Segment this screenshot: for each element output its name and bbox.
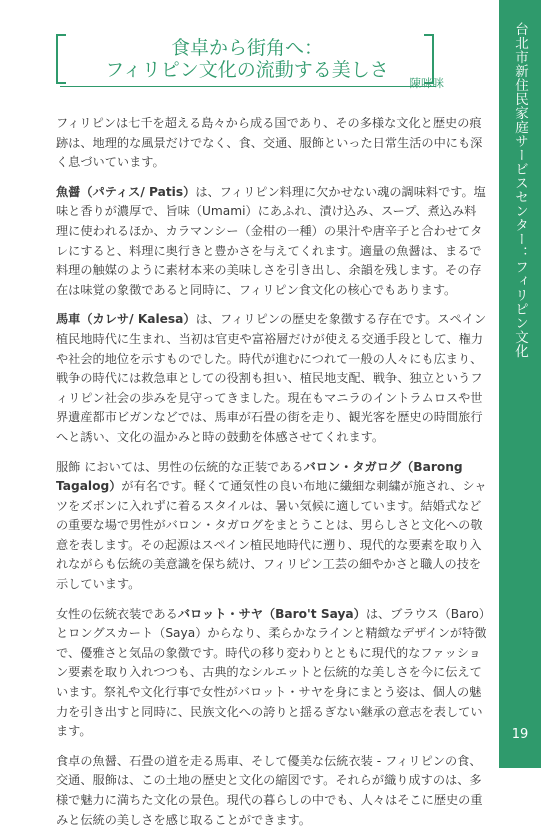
saya-term: バロット・サヤ（Baro't Saya） <box>177 606 366 621</box>
saya-prefix: 女性の伝統衣装である <box>56 606 178 621</box>
kalesa-paragraph <box>56 310 488 447</box>
article-body <box>56 114 488 840</box>
saya-paragraph <box>56 605 488 742</box>
kalesa-term: 馬車（カレサ/ Kalesa） <box>56 312 196 327</box>
patis-term: 魚醤（パティス/ Patis） <box>56 184 196 199</box>
barong-term: バロン・タガログ（Barong Tagalog） <box>56 459 463 494</box>
page-title-line-2: フィリピン文化の流動する美しさ <box>105 59 389 81</box>
barong-text: が有名です。軽くて通気性の良い布地に繊細な刺繍が施され、シャツをズボンに入れずに着るスタイルは、暑い気候に適しています。結婚式などの重要な場で男性がバロン・タガログをまとうことは、男らしさと文化への敬意を表します。その起源はスペイン植民地時代に遡り、現代的な要素を取り入れながらも伝統の美意識を保ち続け、フィリピン工芸の細やかさと職人の技を示しています。 <box>56 479 487 592</box>
page-number: 19 <box>511 727 529 742</box>
patis-text: は、フィリピン料理に欠かせない魂の調味料です。塩味と香りが濃厚で、旨味（Umami）にあふれ、漬け込み、スープ、煮込み料理に使われるほか、カラマンシー（金柑の一種）の果汁や唐辛子と合わせてタレにすると、料理に奥行きと豊かさを与えてくれます。適量の魚醤は、まるで料理の触媒のように素材本来の美味しさを引き出し、余韻を残します。その存在は味覚の象徴であると同時に、フィリピン食文化の核心でもあります。 <box>56 184 486 297</box>
closing-paragraph: 食卓の魚醤、石畳の道を走る馬車、そして優美な伝統衣装 - フィリピンの食、交通、服飾は、この土地の歴史と文化の縮図です。それらが織り成すのは、多様で魅力に満ちた文化の景色。現代の暮らしの中でも、人々はそこに歴史の重みと伝統の美しさを感じ取ることができます。 <box>56 753 483 827</box>
saya-text: は、ブラウス（Baro）とロングスカート（Saya）からなり、柔らかなラインと精緻なデザインが特徴で、優雅さと気品の象徴です。時代の移り変わりとともに現代的なファッション要素を取り入れつつも、古典的なシルエットと伝統的な美しさを今に伝えています。祭礼や文化行事で女性がバロット・サヤを身にまとう姿は、個人の魅力を引き出すと同時に、民族文化への誇りと揺るぎない継承の意志を表しています。 <box>56 606 487 739</box>
sidebar-vertical-title: 台北市新住民家庭サービスセンター：フィリピン文化 <box>512 22 528 358</box>
kalesa-text: は、フィリピンの歴史を象徴する存在です。スペイン植民地時代に生まれ、当初は官吏や富裕層だけが使える交通手段として、権力や社会的地位を示すものでした。時代が進むにつれて一般の人々にも広まり、戦争の時代には救急車としての役割も担い、植民地支配、戦争、独立というフィリピン社会の歩みを見守ってきました。現在もマニラのイントラムロスや世界遺産都市ビガンなどでは、馬車が石畳の街を走り、観光客を歴史の時間旅行へと誘い、文化の温かみと時の鼓動を体感させてくれます。 <box>56 312 487 444</box>
patis-paragraph <box>56 183 488 301</box>
intro-paragraph: フィリピンは七千を超える島々から成る国であり、その多様な文化と歴史の痕跡は、地理的な風景だけでなく、食、交通、服飾といった日常生活の中にも深く息づいています。 <box>56 116 483 170</box>
author-underline <box>60 86 436 87</box>
sidebar-band <box>499 0 541 768</box>
barong-paragraph <box>56 458 488 595</box>
author-name: 陳咪咪 <box>409 76 444 90</box>
page-title-line-1: 食卓から街角へ： <box>170 37 323 59</box>
barong-prefix: 服飾 においては、男性の伝統的な正装である <box>56 459 304 474</box>
